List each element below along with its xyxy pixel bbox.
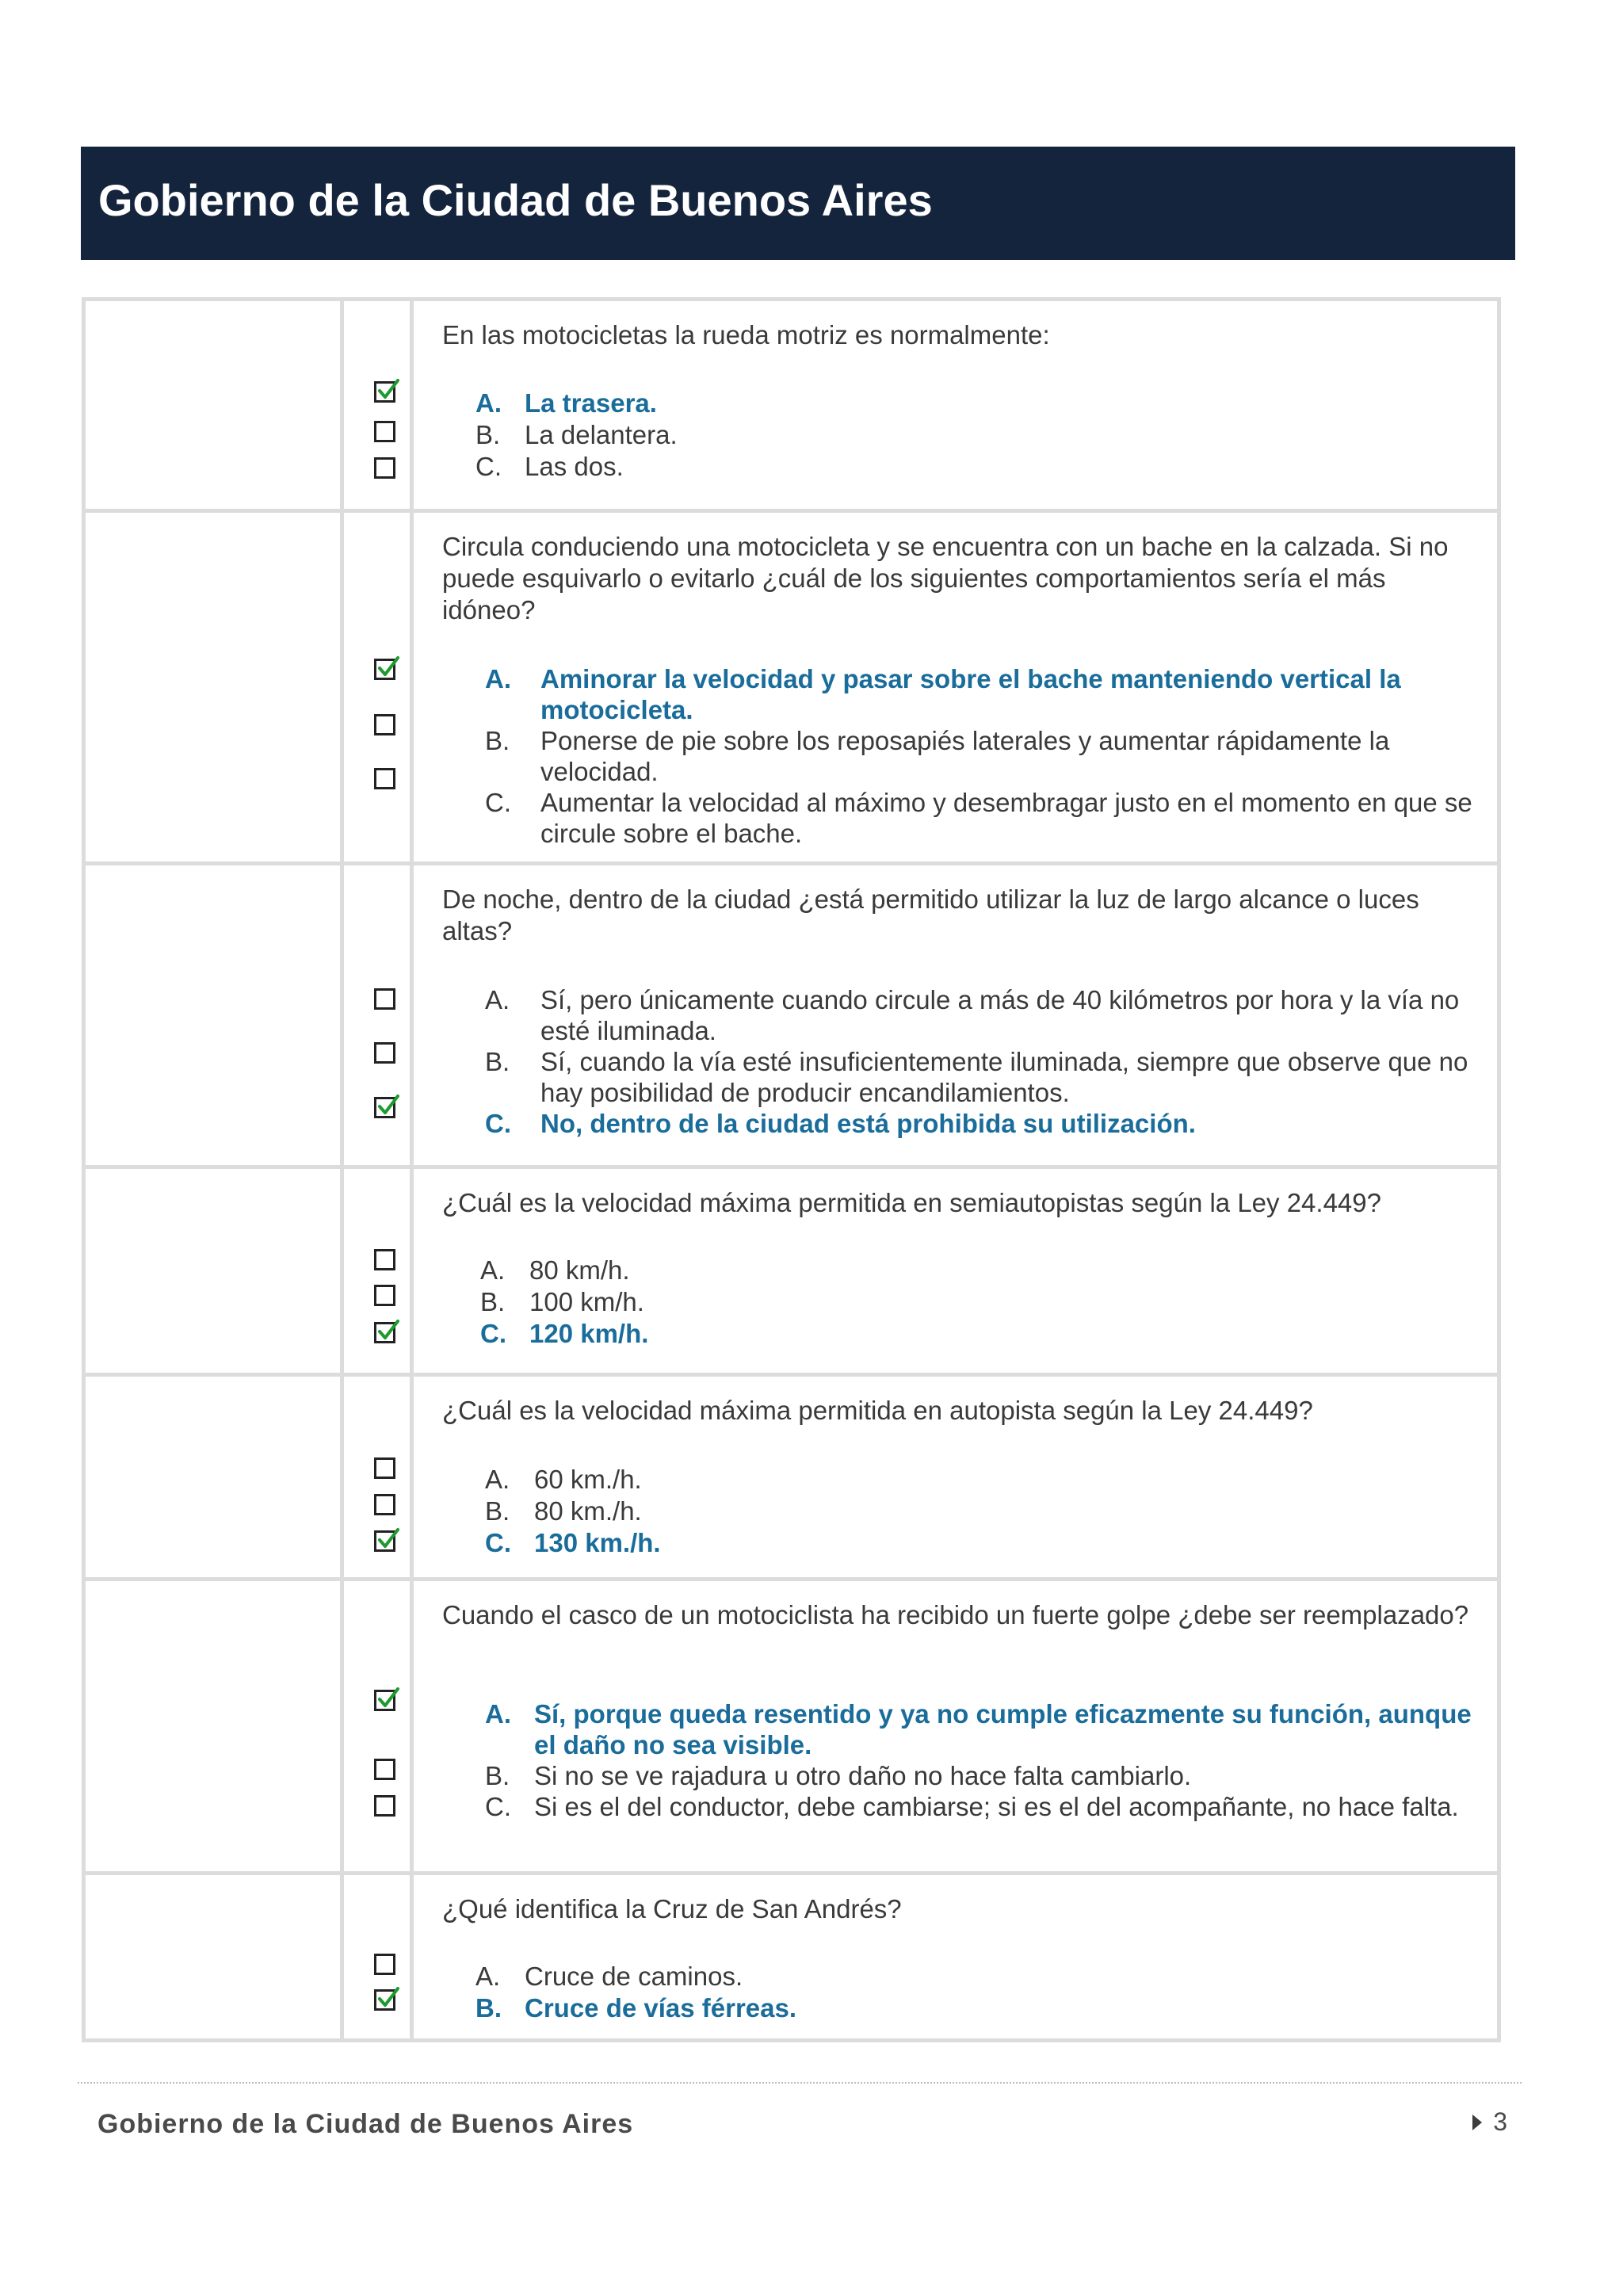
question-table [82,297,1501,2042]
option-text: Las dos. [525,452,624,481]
checked-checkbox-icon[interactable] [374,381,395,403]
answer-option [485,1698,1481,1760]
option-text: Sí, pero únicamente cuando circule a más de 40 kilómetros por hora y la vía no esté iluminada. [540,985,1460,1045]
answer-option [475,419,1481,450]
empty-checkbox-icon[interactable] [374,457,395,479]
question-margin-cell [86,1581,344,1871]
question-row [86,1373,1497,1577]
question-margin-cell [86,1169,344,1373]
option-letter: A. [485,985,510,1014]
question-margin-cell [86,865,344,1165]
question-margin-cell [86,1875,344,2038]
option-letter: A. [485,664,511,693]
checked-checkbox-icon[interactable] [374,1530,395,1552]
question-text: Circula conduciendo una motocicleta y se encuentra con un bache en la calzada. Si no puede esquivarlo o evitarlo ¿cuál de los siguientes comportamientos sería el más idóneo? [442,532,1449,625]
question-content-cell [414,865,1497,1165]
question-text: En las motocicletas la rueda motriz es normalmente: [442,320,1050,350]
empty-checkbox-icon[interactable] [374,1954,395,1975]
option-letter: C. [485,1528,511,1557]
option-letter: C. [485,788,511,817]
answer-checkbox-cell [344,513,414,861]
empty-checkbox-icon[interactable] [374,768,395,789]
option-letter: A. [480,1255,506,1285]
option-letter: A. [475,1962,501,1991]
answer-option [485,1464,1481,1495]
option-text: Si es el del conductor, debe cambiarse; si es el del acompañante, no hace falta. [534,1792,1459,1821]
answer-option [480,1318,1481,1349]
option-letter: A. [485,1699,511,1729]
option-text: 100 km/h. [529,1287,644,1316]
option-text: No, dentro de la ciudad está prohibida su utilización. [540,1109,1196,1138]
answer-option [475,1992,1481,2023]
answer-option [475,1961,1481,1992]
checked-checkbox-icon[interactable] [374,1322,395,1343]
question-content-cell [414,1169,1497,1373]
page-title: Gobierno de la Ciudad de Buenos Aires [98,175,933,225]
question-text: ¿Cuál es la velocidad máxima permitida en autopista según la Ley 24.449? [442,1396,1313,1425]
option-text: Sí, porque queda resentido y ya no cumple eficazmente su función, aunque el daño no sea visible. [534,1699,1472,1759]
question-content-cell [414,1377,1497,1577]
option-text: Cruce de caminos. [525,1962,743,1991]
option-text: Aminorar la velocidad y pasar sobre el bache manteniendo vertical la motocicleta. [540,664,1401,724]
header-banner [81,147,1515,260]
page-indicator [1472,2107,1507,2137]
question-row [86,861,1497,1165]
question-text: ¿Qué identifica la Cruz de San Andrés? [442,1894,902,1924]
answer-option [485,984,1481,1046]
empty-checkbox-icon[interactable] [374,988,395,1010]
option-text: 130 km./h. [534,1528,661,1557]
option-letter: C. [480,1319,506,1348]
question-content-cell [414,1581,1497,1871]
option-text: 60 km./h. [534,1465,642,1494]
question-text: ¿Cuál es la velocidad máxima permitida en semiautopistas según la Ley 24.449? [442,1188,1381,1217]
answer-checkbox-cell [344,1875,414,2038]
option-text: 80 km/h. [529,1255,630,1285]
question-text: De noche, dentro de la ciudad ¿está permitido utilizar la luz de largo alcance o luces altas? [442,884,1419,946]
page-number: 3 [1493,2107,1507,2136]
option-text: La delantera. [525,420,678,449]
empty-checkbox-icon[interactable] [374,1795,395,1817]
question-margin-cell [86,301,344,509]
question-row [86,1871,1497,2038]
answer-option [485,1496,1481,1526]
answer-option [485,787,1481,849]
question-content-cell [414,513,1497,861]
answer-checkbox-cell [344,865,414,1165]
option-letter: A. [475,388,502,418]
option-letter: B. [475,1993,502,2023]
checked-checkbox-icon[interactable] [374,659,395,680]
answer-option [475,451,1481,482]
answer-option [485,725,1481,787]
option-letter: C. [485,1792,511,1821]
answer-option [485,1046,1481,1108]
question-row [86,509,1497,861]
option-text: Aumentar la velocidad al máximo y desembragar justo en el momento en que se circule sobre el bache. [540,788,1472,848]
answer-option [485,1760,1481,1791]
option-letter: C. [475,452,502,481]
footer-title: Gobierno de la Ciudad de Buenos Aires [97,2109,634,2139]
question-margin-cell [86,1377,344,1577]
option-letter: B. [475,420,501,449]
option-letter: B. [485,1496,510,1526]
checked-checkbox-icon[interactable] [374,1989,395,2011]
option-text: Cruce de vías férreas. [525,1993,797,2023]
empty-checkbox-icon[interactable] [374,1457,395,1479]
option-text: 80 km./h. [534,1496,642,1526]
option-letter: B. [485,1761,510,1790]
answer-option [485,663,1481,725]
answer-option [475,388,1481,418]
question-row [86,1577,1497,1871]
empty-checkbox-icon[interactable] [374,714,395,735]
empty-checkbox-icon[interactable] [374,1042,395,1064]
option-letter: B. [485,1047,510,1076]
question-row [86,301,1497,509]
option-letter: B. [480,1287,506,1316]
answer-option [485,1791,1481,1822]
option-text: Si no se ve rajadura u otro daño no hace falta cambiarlo. [534,1761,1192,1790]
option-text: Sí, cuando la vía esté insuficientemente iluminada, siempre que observe que no hay posibilidad de producir encandilamientos. [540,1047,1468,1107]
empty-checkbox-icon[interactable] [374,1249,395,1270]
option-letter: B. [485,726,510,755]
question-content-cell [414,301,1497,509]
option-text: 120 km/h. [529,1319,649,1348]
option-text: Ponerse de pie sobre los reposapiés laterales y aumentar rápidamente la velocidad. [540,726,1390,786]
empty-checkbox-icon[interactable] [374,1494,395,1515]
answer-checkbox-cell [344,1169,414,1373]
question-text: Cuando el casco de un motociclista ha recibido un fuerte golpe ¿debe ser reemplazado? [442,1600,1469,1629]
checked-checkbox-icon[interactable] [374,1690,395,1711]
answer-option [485,1527,1481,1558]
empty-checkbox-icon[interactable] [374,421,395,442]
triangle-right-icon [1472,2115,1482,2130]
empty-checkbox-icon[interactable] [374,1759,395,1780]
answer-checkbox-cell [344,1377,414,1577]
checked-checkbox-icon[interactable] [374,1097,395,1118]
question-row [86,1165,1497,1373]
option-text: La trasera. [525,388,657,418]
option-letter: C. [485,1109,511,1138]
answer-checkbox-cell [344,301,414,509]
answer-checkbox-cell [344,1581,414,1871]
answer-option [485,1108,1481,1139]
question-margin-cell [86,513,344,861]
answer-option [480,1286,1481,1317]
answer-option [480,1255,1481,1286]
footer-divider [78,2082,1522,2084]
empty-checkbox-icon[interactable] [374,1285,395,1306]
question-content-cell [414,1875,1497,2038]
option-letter: A. [485,1465,510,1494]
